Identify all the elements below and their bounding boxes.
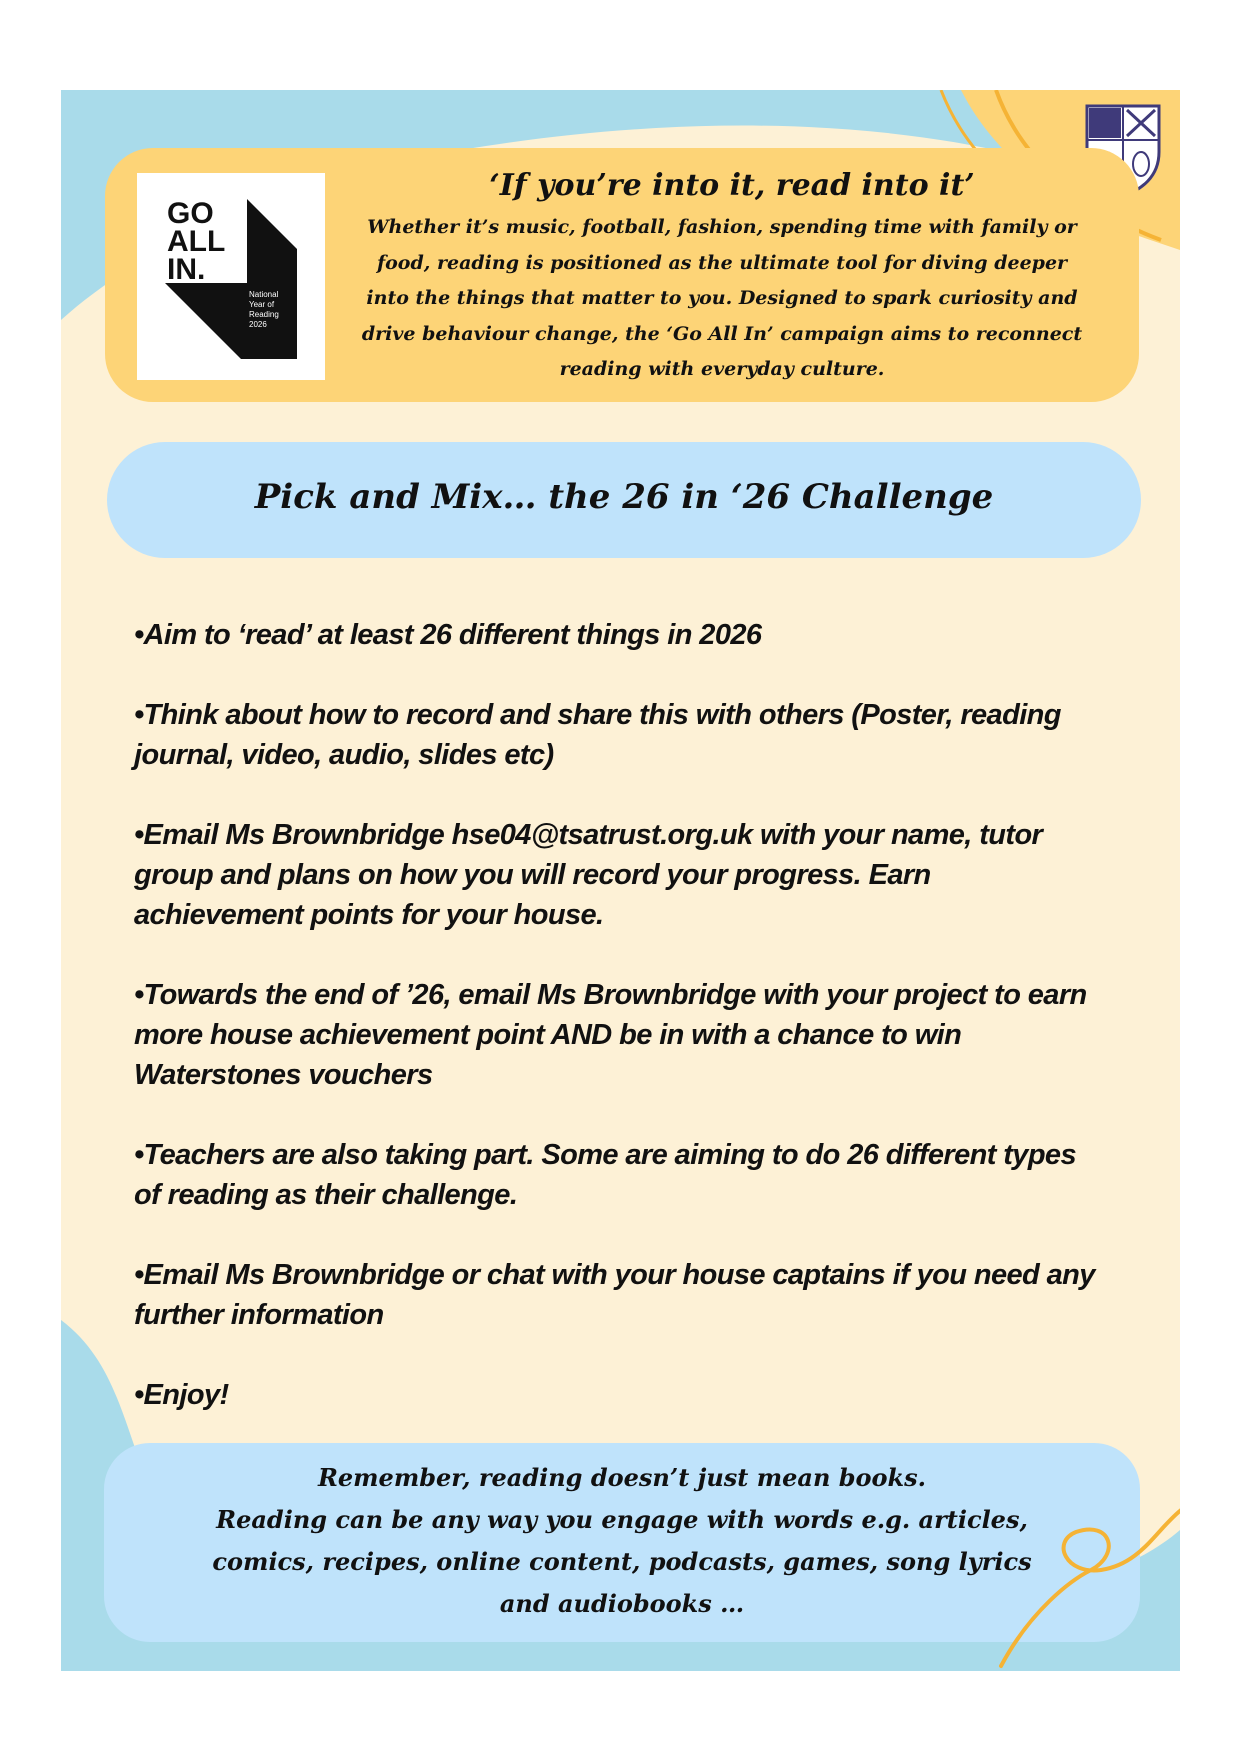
go-all-in-logo <box>137 173 325 380</box>
poster <box>61 90 1180 1671</box>
bullet-item <box>134 815 1134 935</box>
intro-body <box>335 210 1109 388</box>
bullet-line: •Enjoy! <box>134 1379 229 1411</box>
bullet-line: •Towards the end of ’26, email Ms Brownbridge with your project to earn <box>134 979 1087 1011</box>
bullet-line: •Aim to ‘read’ at least 26 different things in 2026 <box>134 619 762 651</box>
logo-line-all: ALL <box>167 225 226 258</box>
logo-line-in: IN. <box>167 253 206 286</box>
bullet-line: of reading as their challenge. <box>134 1179 518 1211</box>
bullet-item <box>134 1135 1134 1215</box>
bullet-line: journal, video, audio, slides etc) <box>134 739 554 771</box>
intro-line: drive behaviour change, the ‘Go All In’ campaign aims to reconnect <box>361 322 1083 345</box>
bullet-line: group and plans on how you will record your progress. Earn <box>134 859 931 891</box>
bullet-line: •Think about how to record and share this with others (Poster, reading <box>134 699 1061 731</box>
bullet-line: achievement points for your house. <box>134 899 604 931</box>
bullet-line: •Teachers are also taking part. Some are aiming to do 26 different types <box>134 1139 1076 1171</box>
reminder-line: and audiobooks … <box>499 1589 745 1618</box>
bullet-item <box>134 1255 1134 1335</box>
bullet-line: more house achievement point AND be in with a chance to win <box>134 1019 962 1051</box>
logo-caption-2: Year of <box>249 300 275 309</box>
bullet-item <box>134 695 1134 775</box>
bullet-line: •Email Ms Brownbridge hse04@tsatrust.org.uk with your name, tutor <box>134 819 1043 851</box>
decorative-squiggle <box>941 1490 1180 1671</box>
bullet-list <box>134 615 1134 1455</box>
challenge-title: Pick and Mix… the 26 in ‘26 Challenge <box>254 477 994 517</box>
reminder-line: comics, recipes, online content, podcasts, games, song lyrics <box>212 1547 1032 1576</box>
intro-line: Whether it’s music, football, fashion, spending time with family or <box>367 216 1077 238</box>
challenge-panel <box>107 442 1141 558</box>
bullet-line: Waterstones vouchers <box>134 1059 433 1091</box>
logo-line-go: GO <box>167 197 214 230</box>
bullet-item <box>134 615 1134 655</box>
bullet-line: further information <box>134 1299 384 1331</box>
logo-caption-1: National <box>249 290 279 299</box>
reminder-line: Remember, reading doesn’t just mean books. <box>317 1463 927 1492</box>
bullet-item <box>134 1375 1134 1415</box>
intro-line: food, reading is positioned as the ultimate tool for diving deeper <box>376 251 1068 274</box>
reminder-line: Reading can be any way you engage with words e.g. articles, <box>216 1505 1028 1534</box>
bullet-line: •Email Ms Brownbridge or chat with your house captains if you need any <box>134 1259 1095 1291</box>
intro-panel <box>105 148 1139 402</box>
intro-line: reading with everyday culture. <box>559 358 885 380</box>
bullet-item <box>134 975 1134 1095</box>
intro-line: into the things that matter to you. Designed to spark curiosity and <box>366 287 1078 309</box>
logo-caption-3: Reading <box>249 310 279 319</box>
intro-title: ‘If you’re into it, read into it’ <box>489 168 975 203</box>
logo-caption-4: 2026 <box>249 320 267 329</box>
